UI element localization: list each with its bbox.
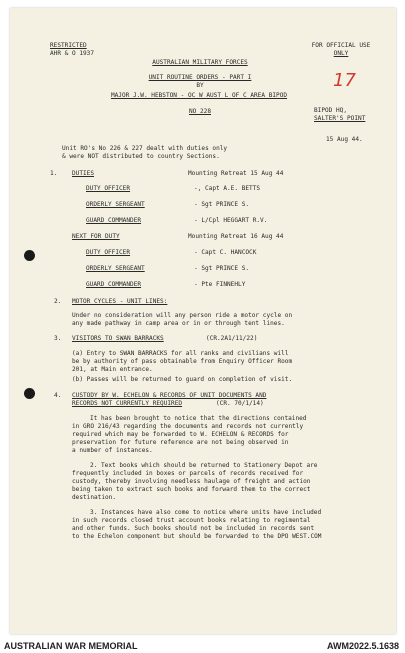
section-heading: DUTIES <box>72 170 95 177</box>
body-line: a number of instances. <box>72 447 153 454</box>
mounting-line: Mounting Retreat 15 Aug 44 <box>188 170 284 177</box>
duty-label: DUTY OFFICER <box>86 249 131 256</box>
duty-value: -, Capt A.E. BETTS <box>194 185 261 192</box>
section-heading: VISITORS TO SWAN BARRACKS <box>72 335 164 342</box>
section-number: 1. <box>50 170 58 177</box>
archive-reference: AWM2022.5.1638 <box>326 641 399 651</box>
classification-label: RESTRICTED <box>50 42 87 49</box>
preamble-line: Unit RO's No 226 & 227 dealt with duties only <box>62 145 228 152</box>
body-line: (b) Passes will be returned to guard on completion of visit. <box>72 376 293 383</box>
document-subtitle: UNIT ROUTINE ORDERS - PART I <box>148 74 252 81</box>
official-use-only: ONLY <box>333 50 349 57</box>
mounting-line: Mounting Retreat 16 Aug 44 <box>188 233 284 240</box>
body-line: in GRO 216/43 regarding the documents and records not currently <box>72 423 304 430</box>
body-line: It has been brought to notice that the directions contained <box>90 415 307 422</box>
body-line: 3. Instances have also come to notice where units have included <box>90 509 322 516</box>
section-heading: MOTOR CYCLES - UNIT LINES: <box>72 298 168 305</box>
duty-value: - Sgt PRINCE S. <box>194 201 250 208</box>
preamble-line: & were NOT distributed to country Sections. <box>62 153 220 160</box>
body-line: in such records closed trust account books relating to regimental <box>72 517 311 524</box>
reference-code: (CR. 70/1/14) <box>216 400 264 407</box>
duty-label: DUTY OFFICER <box>86 185 131 192</box>
duty-value: - Capt C. HANCOCK <box>194 249 257 256</box>
folio-number: 17 <box>333 70 356 91</box>
body-line: frequently included in boxes or parcels of records received for <box>72 470 304 477</box>
duty-label: ORDERLY SERGEANT <box>86 265 145 272</box>
body-line: 201, at Main entrance. <box>72 366 153 373</box>
section-number: 2. <box>54 298 62 305</box>
commander-line: MAJOR J.W. HEBSTON - OC W AUST L OF C AREA BIPOD <box>110 92 288 99</box>
body-line: 2. Text books which should be returned to Stationery Depot are <box>90 462 318 469</box>
body-line: to the Echelon component but should be forwarded to the DPO WEST.COM <box>72 533 322 540</box>
issued-by: BY <box>196 82 204 89</box>
duty-label: GUARD COMMANDER <box>86 281 142 288</box>
document-title: AUSTRALIAN MILITARY FORCES <box>152 59 248 66</box>
punch-hole <box>24 250 35 261</box>
body-line: and other funds. Such books should not be included in records sent <box>72 525 315 532</box>
subsection-heading: NEXT FOR DUTY <box>72 233 120 240</box>
hq-line-2: SALTER'S POINT <box>314 115 366 122</box>
body-line: any made pathway in camp area or in or through tent lines. <box>72 320 285 327</box>
duty-label: GUARD COMMANDER <box>86 217 142 224</box>
punch-hole <box>24 388 35 399</box>
official-use-label: FOR OFFICIAL USE <box>311 42 371 49</box>
body-line: Under no consideration will any person ride a motor cycle on <box>72 312 293 319</box>
body-line: custody, thereby involving needless haulage of freight and action <box>72 478 311 485</box>
body-line: being taken to extract such books and forward them to the correct <box>72 486 311 493</box>
section-heading: RECORDS NOT CURRENTLY REQUIRED <box>72 400 183 407</box>
document-date: 15 Aug 44. <box>326 136 363 143</box>
section-heading: CUSTODY BY W. ECHELON & RECORDS OF UNIT DOCUMENTS AND <box>72 392 267 399</box>
duty-label: ORDERLY SERGEANT <box>86 201 145 208</box>
duty-value: - L/Cpl HEGGART R.V. <box>194 217 268 224</box>
body-line: required which may be forwarded to W. ECHELON & RECORDS for <box>72 431 289 438</box>
section-number: 4. <box>54 392 62 399</box>
body-line: (a) Entry to SWAN BARRACKS for all ranks and civilians will <box>72 350 289 357</box>
reference-number: AHR & O 1937 <box>50 50 95 57</box>
duty-value: - Pte FINNEHLY <box>194 281 246 288</box>
body-line: preservation for future reference are not being observed in <box>72 439 289 446</box>
hq-line-1: BIPOD HQ, <box>314 107 348 114</box>
body-line: destination. <box>72 494 117 501</box>
document-page <box>10 8 396 634</box>
body-line: be by authority of pass obtainable from Enquiry Officer Room <box>72 358 293 365</box>
section-number: 3. <box>54 335 62 342</box>
duty-value: - Sgt PRINCE S. <box>194 265 250 272</box>
archive-footer <box>0 638 405 653</box>
archive-name: AUSTRALIAN WAR MEMORIAL <box>4 641 138 651</box>
reference-code: (CR.2A1/11/22) <box>206 335 258 342</box>
order-number: NO 228 <box>188 108 211 115</box>
